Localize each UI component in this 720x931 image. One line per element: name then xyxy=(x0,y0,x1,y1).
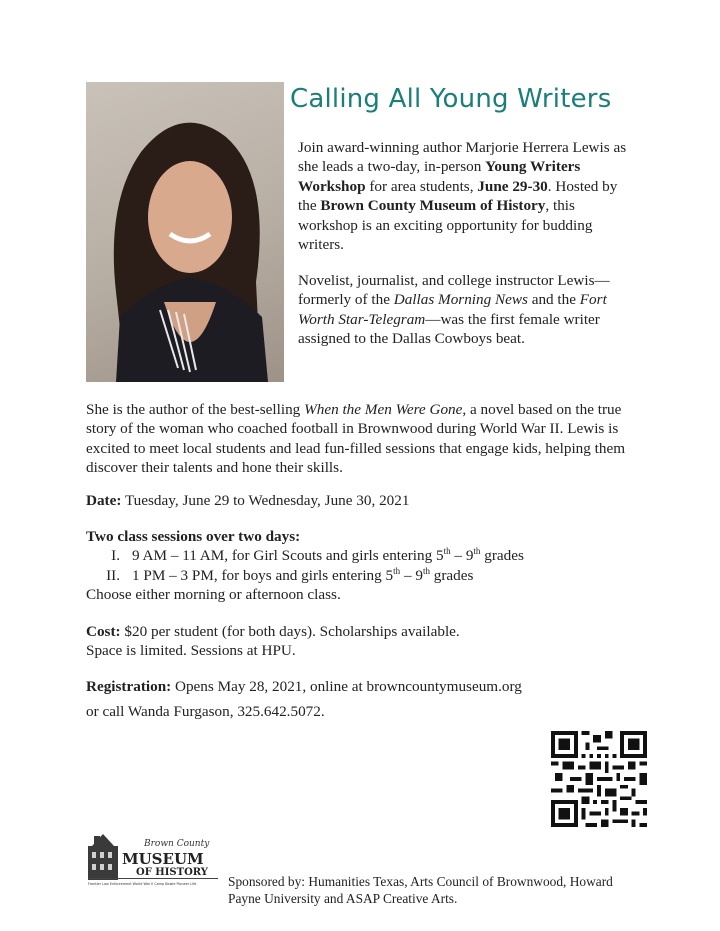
sponsors: Sponsored by: Humanities Texas, Arts Council of Brownwood, Howard Payne University and ASAP Creative Arts. xyxy=(228,874,613,906)
session-item: II. 1 PM – 3 PM, for boys and girls entering 5th – 9th grades xyxy=(106,565,474,584)
sessions-list xyxy=(86,527,524,605)
registration-phone: or call Wanda Furgason, 325.642.5072. xyxy=(86,703,325,720)
logo-script: Brown County xyxy=(144,839,210,849)
author-photo xyxy=(86,82,284,382)
bio-paragraph: Novelist, journalist, and college instructor Lewis—formerly of the Dallas Morning News and the Fort Worth Star-Telegram—was the first female writer assigned to the Dallas Cowboys beat. xyxy=(298,272,610,348)
author-portrait-illustration xyxy=(86,82,284,382)
headline: Calling All Young Writers xyxy=(290,84,612,114)
logo-tagline: Frontier Law Enforcement World War II Camp Bowie Pioneer Life xyxy=(88,882,197,886)
sessions-note: Choose either morning or afternoon class. xyxy=(86,586,341,604)
session-item: I. 9 AM – 11 AM, for Girl Scouts and girls entering 5th – 9th grades xyxy=(111,546,524,565)
event-date: Date: Tuesday, June 29 to Wednesday, June 30, 2021 xyxy=(86,492,410,509)
book-title: When the Men Were Gone xyxy=(304,401,463,418)
museum-logo xyxy=(86,832,220,888)
logo-name-1: MUSEUM xyxy=(122,850,204,868)
sessions-heading: Two class sessions over two days: xyxy=(86,528,301,545)
registration-info: Registration: Opens May 28, 2021, online at browncountymuseum.org xyxy=(86,678,522,695)
workshop-name: Young Writers Workshop xyxy=(298,158,581,195)
cost-info: Cost: $20 per student (for both days). Scholarships available. Space is limited. Sessions at HPU. xyxy=(86,623,460,660)
book-paragraph: She is the author of the best-selling When the Men Were Gone, a novel based on the true story of the woman who coached football in Brownwood during World War II. Lewis is excited to meet local students and lead fun-filled sessions that engage kids, helping them discover their talents and hone their skills. xyxy=(86,401,626,477)
qr-code-icon[interactable] xyxy=(551,731,647,827)
host-name: Brown County Museum of History xyxy=(320,197,546,215)
logo-name-2: OF HISTORY xyxy=(136,867,208,878)
intro-paragraph: Join award-winning author Marjorie Herrera Lewis as she leads a two-day, in-person Young Writers Workshop for area students, June 29-30. Hosted by the Brown County Museum of History, this workshop is an exciting opportunity for budding writers. xyxy=(298,139,627,254)
workshop-dates: June 29-30 xyxy=(477,177,548,195)
